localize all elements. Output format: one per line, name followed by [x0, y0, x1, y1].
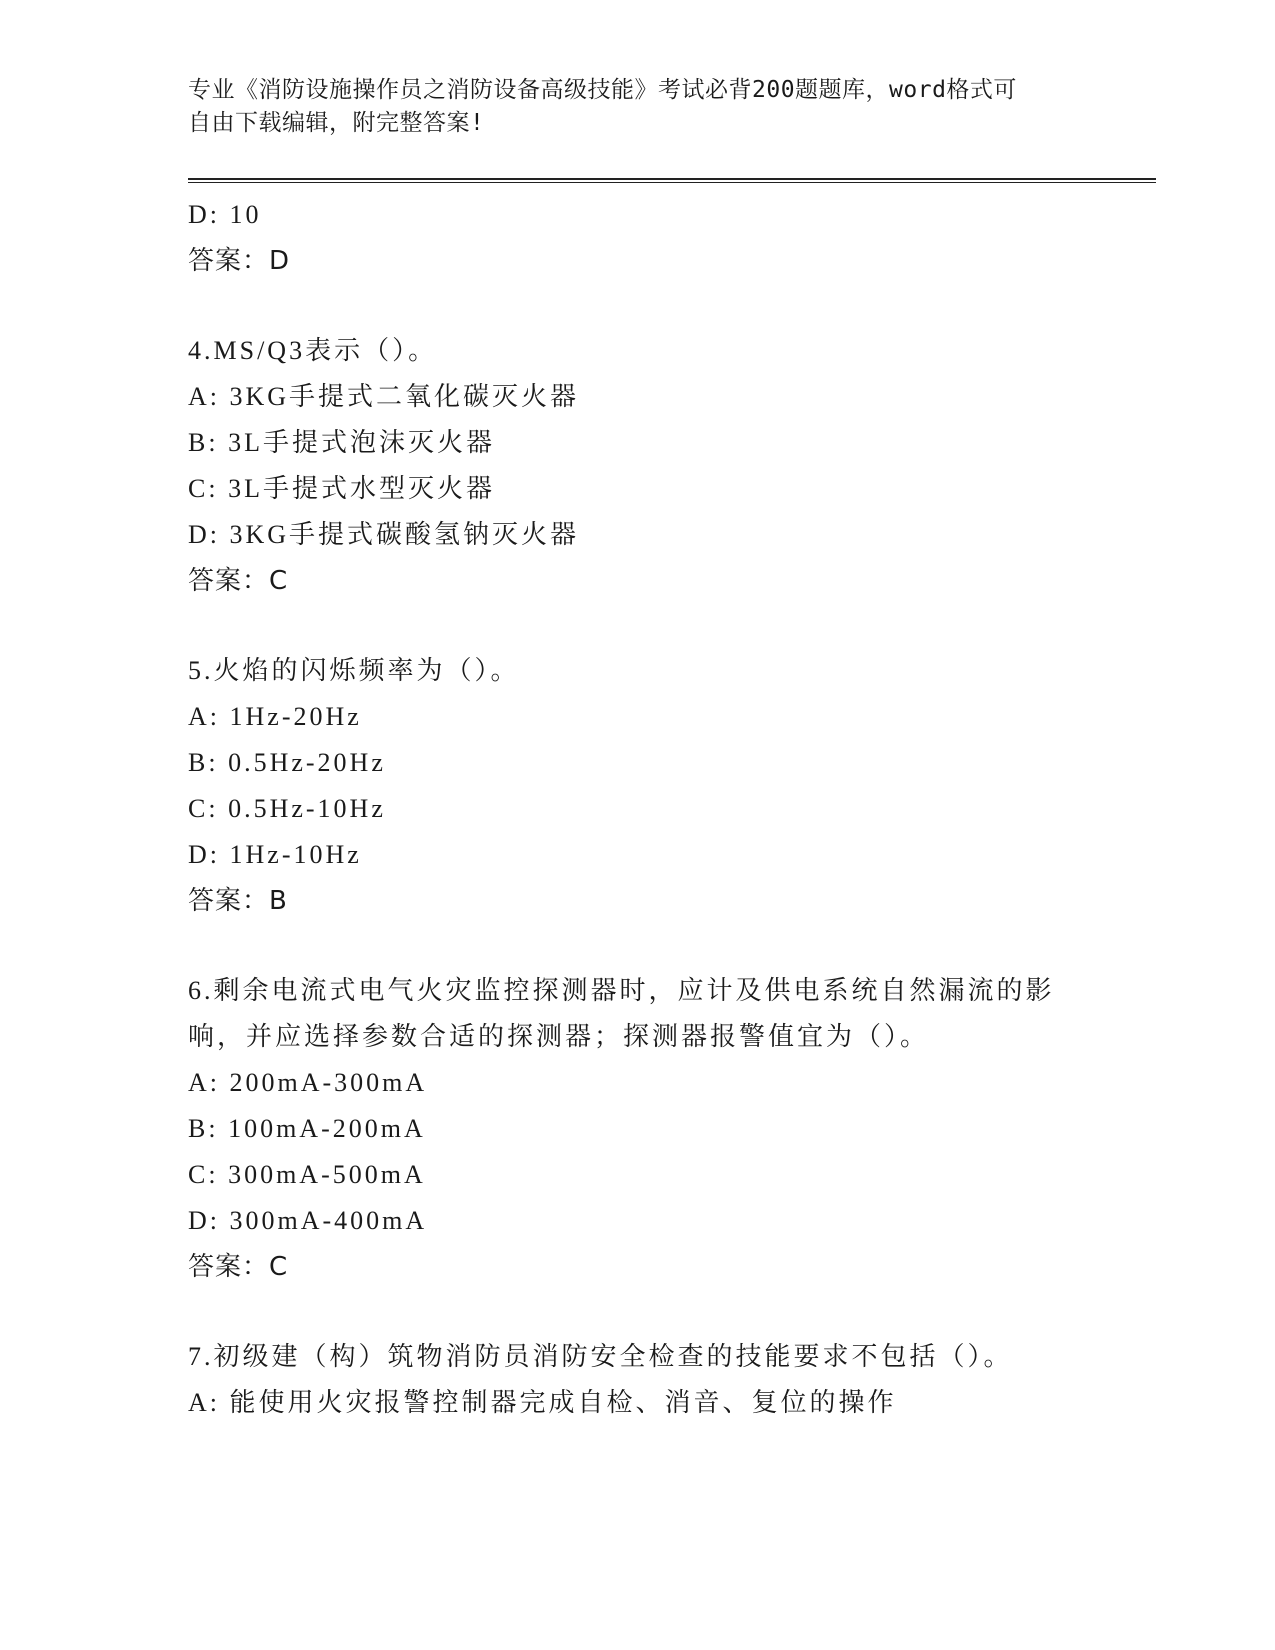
option-c: C: 0.5Hz-10Hz: [188, 794, 386, 823]
answer: 答案：C: [188, 1252, 289, 1282]
option-d: D: 1Hz-10Hz: [188, 840, 362, 869]
spacer: [188, 1290, 1088, 1334]
option-d: D: 3KG手提式碳酸氢钠灭火器: [188, 520, 580, 549]
question-stem: 7.初级建（构）筑物消防员消防安全检查的技能要求不包括（）。: [188, 1342, 1013, 1371]
option-a: A: 200mA-300mA: [188, 1068, 428, 1097]
option-d: D: 300mA-400mA: [188, 1206, 428, 1235]
option-a: A: 能使用火灾报警控制器完成自检、消音、复位的操作: [188, 1388, 897, 1417]
option-c: C: 3L手提式水型灭火器: [188, 474, 495, 503]
question-stem: 4.MS/Q3表示（）。: [188, 336, 438, 365]
answer: 答案：C: [188, 566, 289, 596]
answer: 答案：B: [188, 886, 288, 916]
question-5: [188, 648, 1088, 924]
question-stem-line-2: 响，并应选择参数合适的探测器；探测器报警值宜为（）。: [188, 1022, 930, 1051]
header-title-line-1: 专业《消防设施操作员之消防设备高级技能》考试必背200题题库，word格式可: [188, 77, 1017, 103]
option-b: B: 100mA-200mA: [188, 1114, 426, 1143]
spacer: [188, 284, 1088, 328]
document-header: [188, 74, 1068, 140]
option-a: A: 3KG手提式二氧化碳灭火器: [188, 382, 580, 411]
header-title-line-2: 自由下载编辑，附完整答案!: [188, 110, 485, 136]
option-c: C: 300mA-500mA: [188, 1160, 426, 1189]
question-list: [188, 192, 1088, 1426]
option-b: B: 0.5Hz-20Hz: [188, 748, 386, 777]
question-4: [188, 328, 1088, 604]
spacer: [188, 604, 1088, 648]
option-d-previous: D: 10: [188, 200, 262, 229]
question-7: [188, 1334, 1088, 1426]
question-stem: 5.火焰的闪烁频率为（）。: [188, 656, 520, 685]
question-stem-line-1: 6.剩余电流式电气火灾监控探测器时，应计及供电系统自然漏流的影: [188, 976, 1055, 1005]
header-divider: [188, 178, 1156, 183]
option-a: A: 1Hz-20Hz: [188, 702, 362, 731]
option-b: B: 3L手提式泡沫灭火器: [188, 428, 495, 457]
answer-previous: 答案：D: [188, 246, 291, 276]
spacer: [188, 924, 1088, 968]
question-6: [188, 968, 1088, 1290]
